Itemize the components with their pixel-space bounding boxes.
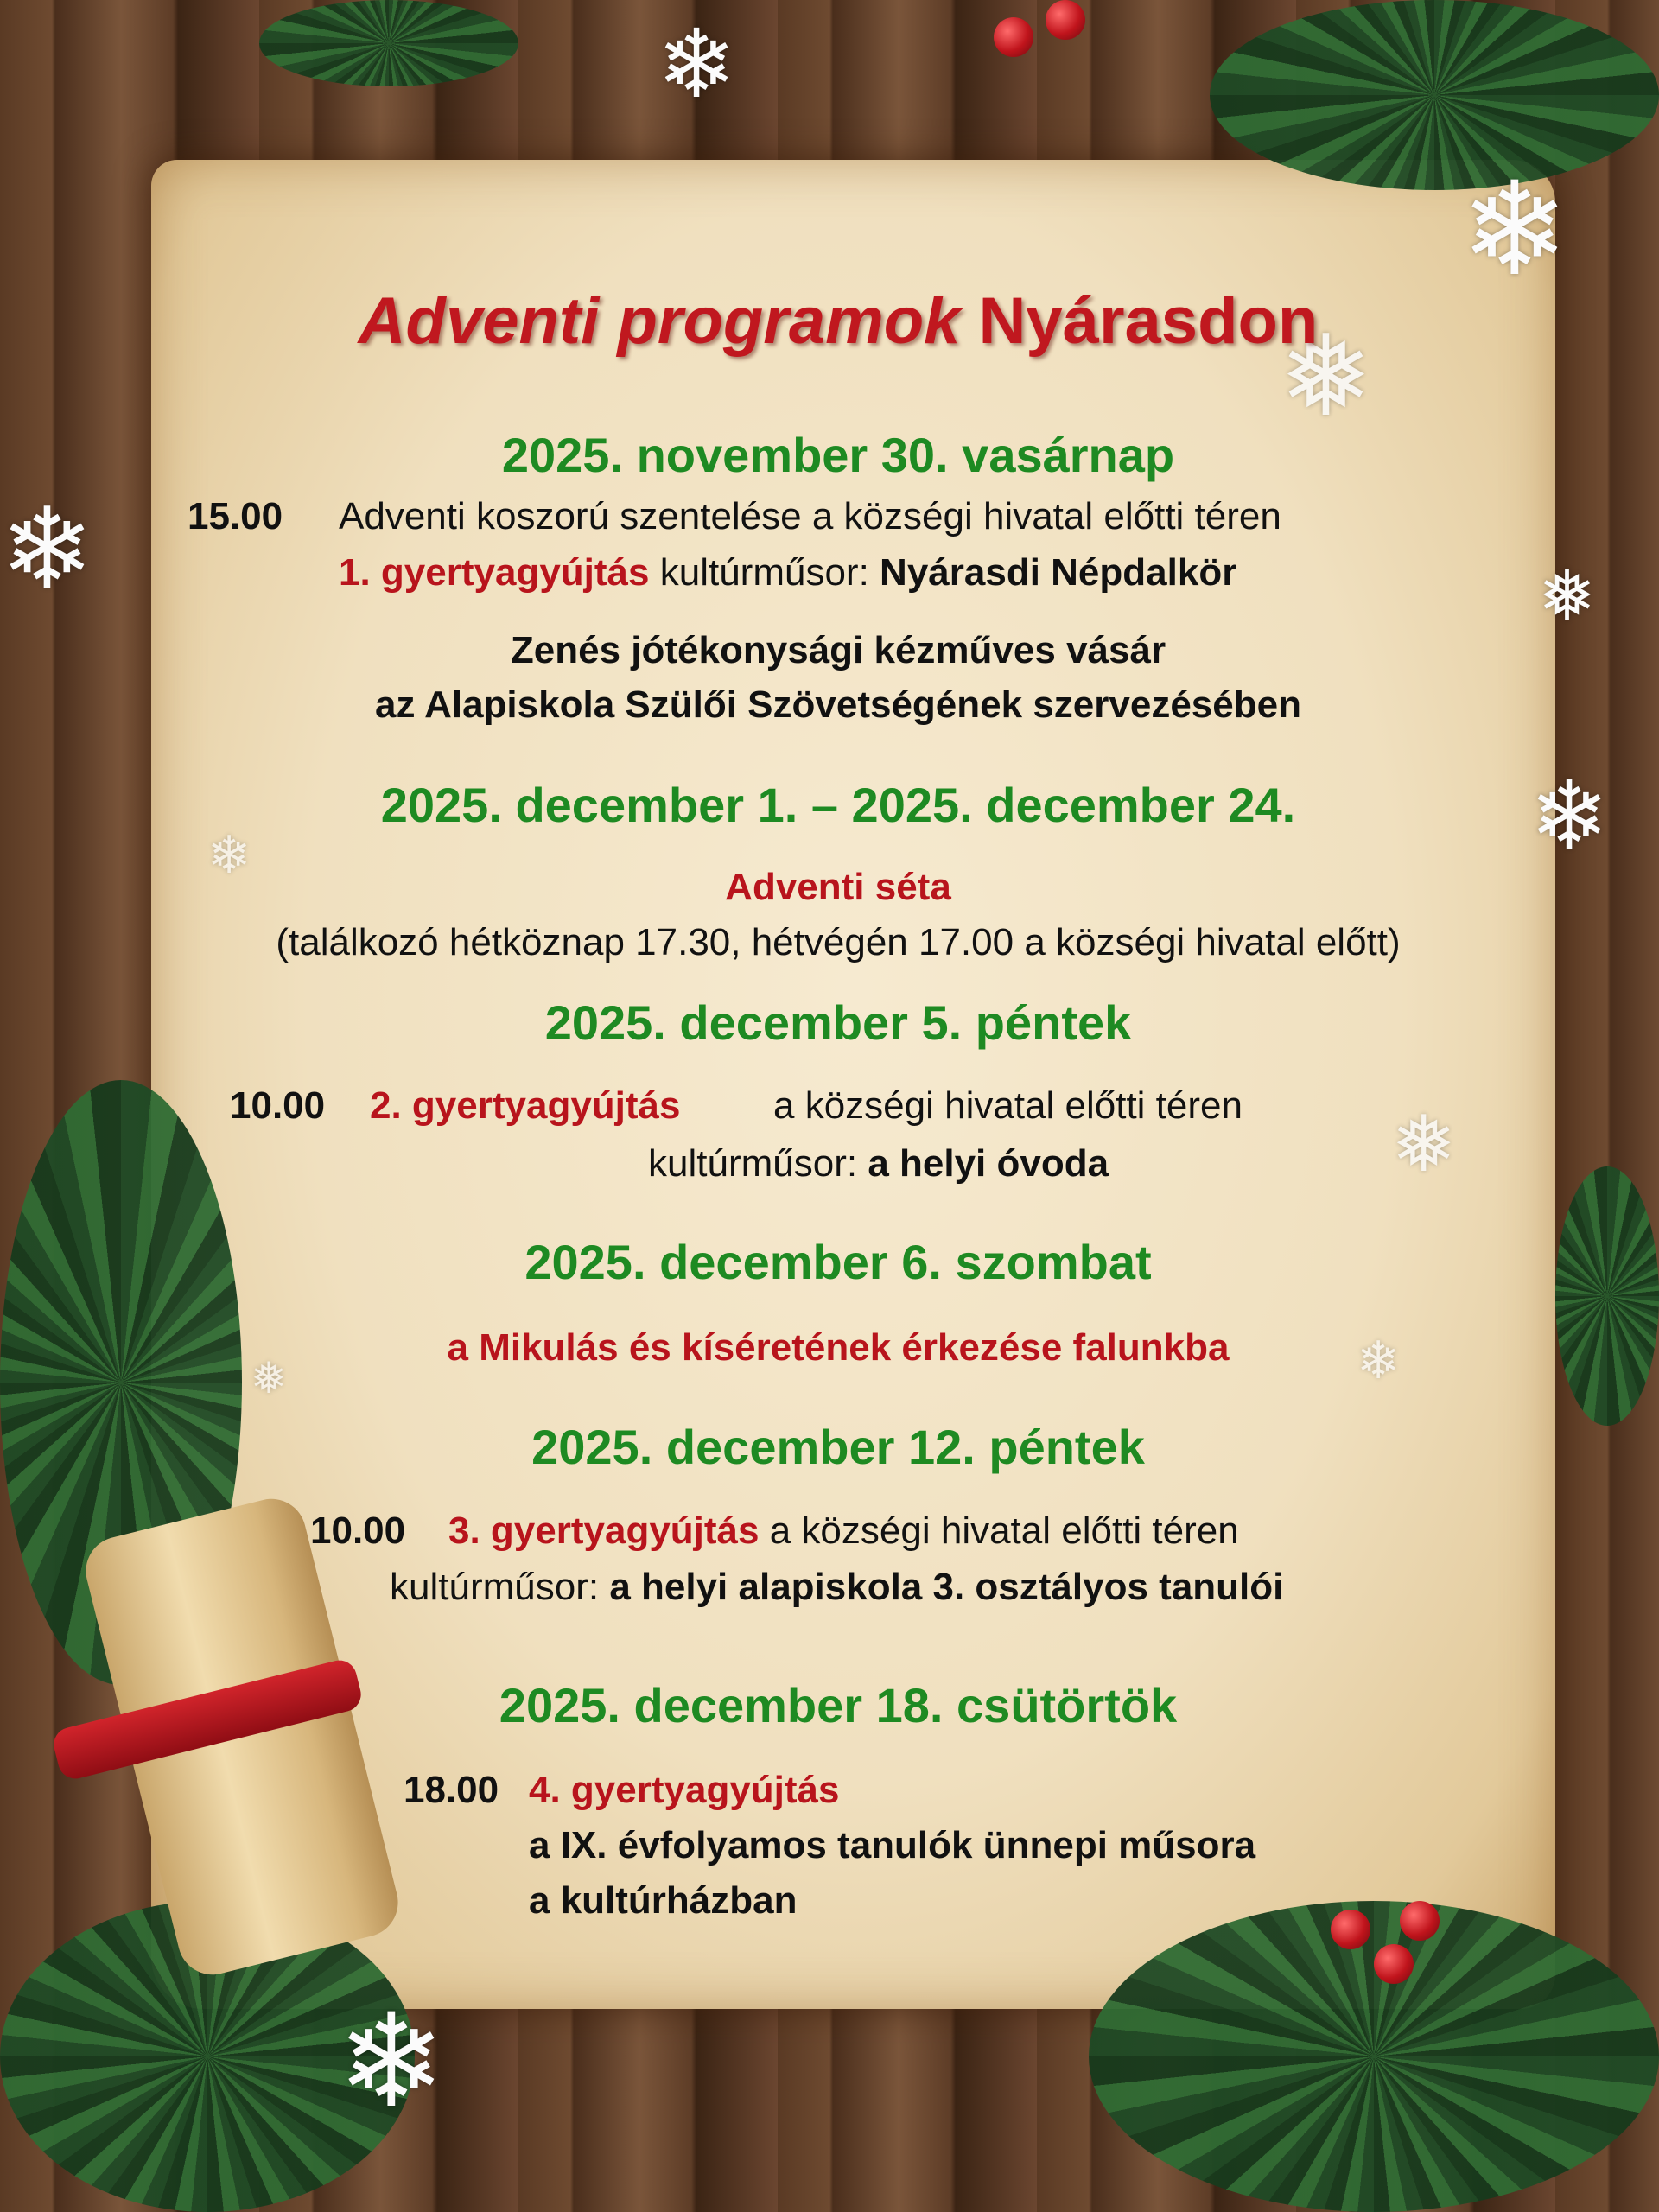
pine-branch-top (259, 0, 518, 86)
title-part-1: Adventi programok (358, 284, 961, 358)
event-description: Adventi koszorú szentelése a községi hivatal előtti téren (339, 495, 1281, 537)
program-name: a helyi óvoda (868, 1142, 1109, 1185)
candle-lighting: 4. gyertyagyújtás (529, 1769, 840, 1811)
pine-branch-bottom-right (1089, 1901, 1659, 2212)
snowflake-icon: ❄ (207, 826, 251, 884)
poster-title (0, 284, 1659, 358)
berry-icon (1331, 1910, 1370, 1949)
event-extra: Zenés jótékonysági kézműves vásár (510, 629, 1166, 671)
event-line (404, 1771, 840, 1809)
snowflake-icon: ❄ (1357, 1332, 1401, 1389)
event-description: a IX. évfolyamos tanulók ünnepi műsora (529, 1824, 1256, 1866)
snowflake-icon: ❅ (251, 1354, 287, 1402)
event-line (390, 1568, 1283, 1606)
event-date: 2025. december 12. péntek (531, 1420, 1145, 1474)
program-name: a helyi alapiskola 3. osztályos tanulói (609, 1566, 1284, 1608)
event-time: 15.00 (188, 495, 283, 537)
snowflake-icon: ❅ (1538, 557, 1597, 634)
event-date: 2025. december 1. – 2025. december 24. (380, 778, 1296, 832)
event-time: 10.00 (230, 1084, 326, 1127)
program-label: kultúrműsor: (648, 1142, 858, 1185)
event-note: (találkozó hétköznap 17.30, hétvégén 17.00 a községi hivatal előtt) (276, 921, 1401, 963)
berry-icon (1374, 1944, 1414, 1984)
event-time: 18.00 (404, 1769, 499, 1811)
event-extra: az Alapiskola Szülői Szövetségének szervezésében (375, 683, 1301, 726)
pine-branch-top-right (1210, 0, 1659, 190)
title-part-2: Nyárasdon (978, 284, 1319, 358)
event-place: a községi hivatal előtti téren (773, 1084, 1243, 1127)
event-date: 2025. november 30. vasárnap (501, 428, 1175, 482)
candle-lighting: 3. gyertyagyújtás (448, 1510, 760, 1552)
snowflake-icon: ❅ (1279, 313, 1373, 439)
event-title: Adventi séta (725, 866, 951, 908)
event-line (339, 551, 1237, 594)
snowflake-icon: ❅ (1391, 1102, 1457, 1188)
event-date: 2025. december 5. péntek (544, 995, 1132, 1050)
pine-branch-right (1555, 1166, 1659, 1426)
event-line (648, 1142, 1109, 1185)
program-name: Nyárasdi Népdalkör (880, 551, 1237, 594)
berry-icon (1046, 0, 1085, 40)
berry-icon (994, 17, 1033, 57)
event-date: 2025. december 18. csütörtök (499, 1678, 1178, 1732)
event-place: a kultúrházban (529, 1879, 798, 1922)
event-line (230, 1084, 1243, 1127)
candle-lighting: 2. gyertyagyújtás (370, 1084, 681, 1127)
event-line (310, 1512, 1239, 1550)
snowflake-icon: ❄ (1529, 763, 1610, 869)
event-line (188, 495, 1281, 537)
berry-icon (1400, 1901, 1440, 1941)
candle-lighting: 1. gyertyagyújtás (339, 551, 650, 594)
snowflake-icon: ❄ (1460, 156, 1569, 302)
snowflake-icon: ❄ (0, 486, 94, 612)
event-date: 2025. december 6. szombat (524, 1235, 1152, 1289)
program-label: kultúrműsor: (659, 551, 869, 594)
snowflake-icon: ❄ (657, 11, 737, 118)
program-label: kultúrműsor: (390, 1566, 600, 1608)
event-time: 10.00 (310, 1510, 406, 1552)
snowflake-icon: ❄ (337, 1988, 446, 2133)
event-place: a községi hivatal előtti téren (769, 1510, 1239, 1552)
event-title: a Mikulás és kíséretének érkezése falunkba (447, 1326, 1230, 1369)
